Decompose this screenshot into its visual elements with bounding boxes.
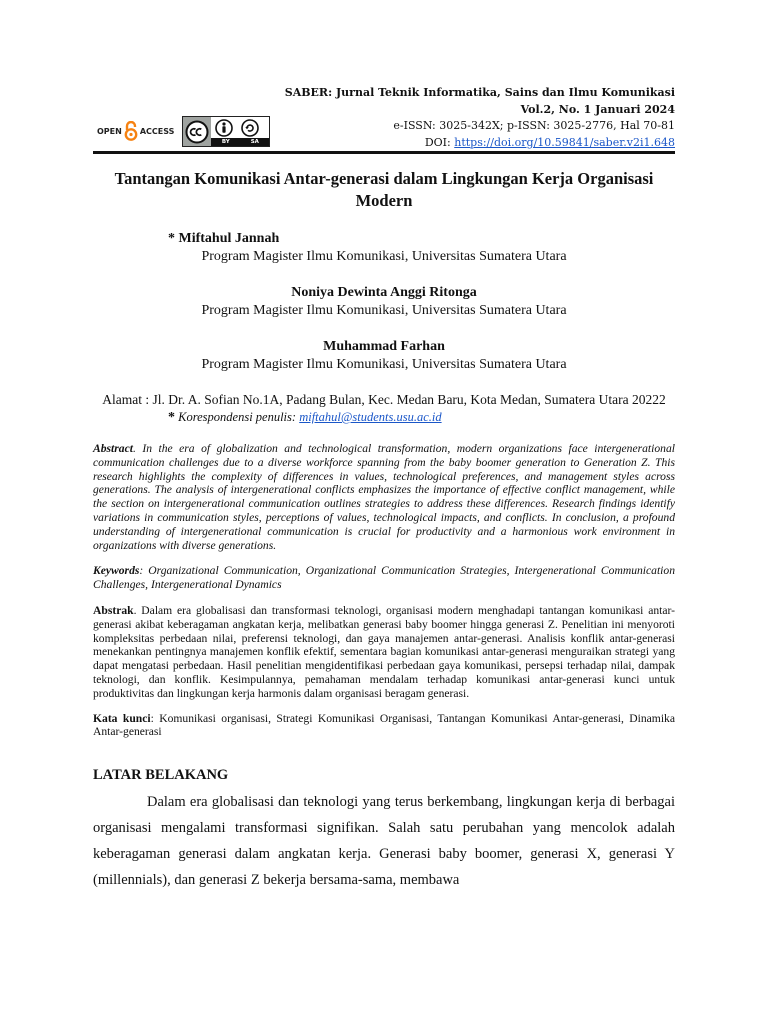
abstract-text: . In the era of globalization and technological transformation, modern organizations face intergenerational communication challenges due to a diverse workforce spanning from the baby boomer generation to Generation Z. This research highlights the complexity of differences in values, technological preferences, and management styles across generations. The analysis of intergenerational conflicts emphasizes the importance of effective conflict management, while the section on intergenerational communication outlines strategies to address these differences. Research findings identify variations in communication styles, perceptions of values, technological impacts, and conflicts. In conclusion, a profound understanding of intergenerational communication is crucial for productivity and a harmonious work environment in organizations with diverse generations.	[93, 442, 675, 552]
paper-page	[93, 84, 675, 893]
author-name: Noniya Dewinta Anggi Ritonga	[291, 285, 477, 300]
abstrak-label: Abstrak	[93, 603, 134, 617]
journal-header	[93, 84, 675, 152]
cc-by-sa-badge[interactable]	[182, 116, 270, 147]
open-lock-icon	[124, 121, 138, 143]
keywords-english	[93, 564, 675, 592]
author-affiliation: Program Magister Ilmu Komunikasi, Universitas Sumatera Utara	[201, 249, 567, 264]
abstrak-text: . Dalam era globalisasi dan transformasi teknologi, organisasi modern menghadapi tantangan komunikasi antar-generasi akibat keberagaman angkatan kerja, melibatkan generasi baby boomer hingga generasi Z. Penelitian ini menyoroti kompleksitas perbedaan nilai, preferensi teknologi, dan gaya manajemen antar-generasi. Analisis konflik antar-generasi menekankan pentingnya manajemen konflik efektif, sementara bagian komunikasi antar-generasi menguraikan strategi yang dapat mengatasi perbedaan. Hasil penelitian mengidentifikasi perbedaan gaya komunikasi, persepsi terhadap nilai, dampak teknologi, dan konflik. Kesimpulannya, pemahaman mendalam terhadap komunikasi antar-generasi kunci untuk produktivitas dan lingkungan kerja harmonis dalam organisasi beragam generasi.	[93, 603, 675, 700]
header-divider	[93, 151, 675, 154]
keywords-label: Keywords	[93, 564, 140, 578]
author-affiliation: Program Magister Ilmu Komunikasi, Universitas Sumatera Utara	[201, 357, 567, 372]
author-block-2	[93, 284, 675, 320]
kata-kunci-label: Kata kunci	[93, 711, 151, 725]
open-access-text-right: ACCESS	[139, 127, 175, 136]
cc-icon	[183, 117, 211, 146]
keywords-indonesian	[93, 712, 675, 740]
doi-label: DOI:	[424, 135, 455, 149]
license-logos	[97, 116, 270, 147]
journal-issn: e-ISSN: 3025-342X; p-ISSN: 3025-2776, Hal 70-81	[393, 119, 675, 132]
abstract-english	[93, 442, 675, 552]
paper-title: Tantangan Komunikasi Antar-generasi dalam Lingkungan Kerja Organisasi Modern	[114, 169, 654, 210]
body-paragraph: Dalam era globalisasi dan teknologi yang terus berkembang, lingkungan kerja di berbagai organisasi mengalami transformasi signifikan. Salah satu perubahan yang mencolok adalah keberagaman generasi dalam angkatan kerja. Generasi baby boomer, generasi X, generasi Y (millennials), dan generasi Z bekerja bersama-sama, membawa	[93, 794, 675, 889]
abstract-indonesian	[93, 604, 675, 701]
correspondence-email-link[interactable]: miftahul@students.usu.ac.id	[299, 410, 442, 424]
open-access-logo[interactable]	[97, 121, 174, 143]
author-block-3	[93, 338, 675, 374]
keywords-text: : Organizational Communication, Organizational Communication Strategies, Intergenerational Communication Challenges, Intergenerational Dynamics	[93, 564, 675, 592]
cc-sa-label: SA	[250, 139, 259, 145]
abstract-label: Abstract	[93, 442, 133, 455]
author-address: Alamat : Jl. Dr. A. Sofian No.1A, Padang Bulan, Kec. Medan Baru, Kota Medan, Sumatera Utara 20222	[102, 392, 666, 407]
cc-by-label: BY	[221, 139, 230, 145]
journal-doi	[285, 135, 675, 152]
correspondence-label: Korespondensi penulis:	[175, 410, 300, 424]
correspondence	[93, 410, 675, 426]
section-heading: LATAR BELAKANG	[93, 767, 229, 784]
author-affiliation: Program Magister Ilmu Komunikasi, Universitas Sumatera Utara	[201, 303, 567, 318]
journal-info	[285, 85, 675, 151]
journal-name: SABER: Jurnal Teknik Informatika, Sains dan Ilmu Komunikasi	[284, 86, 675, 99]
open-access-text-left: OPEN	[97, 127, 122, 136]
journal-volume: Vol.2, No. 1 Januari 2024	[520, 102, 675, 116]
author-name: * Miftahul Jannah	[168, 231, 280, 246]
correspondence-star: *	[168, 410, 175, 425]
author-name: Muhammad Farhan	[323, 339, 445, 354]
doi-link[interactable]: https://doi.org/10.59841/saber.v2i1.648	[454, 135, 675, 149]
author-block-1	[93, 230, 675, 266]
kata-kunci-text: : Komunikasi organisasi, Strategi Komunikasi Organisasi, Tantangan Komunikasi Antar-generasi, Dinamika Antar-generasi	[93, 711, 675, 739]
